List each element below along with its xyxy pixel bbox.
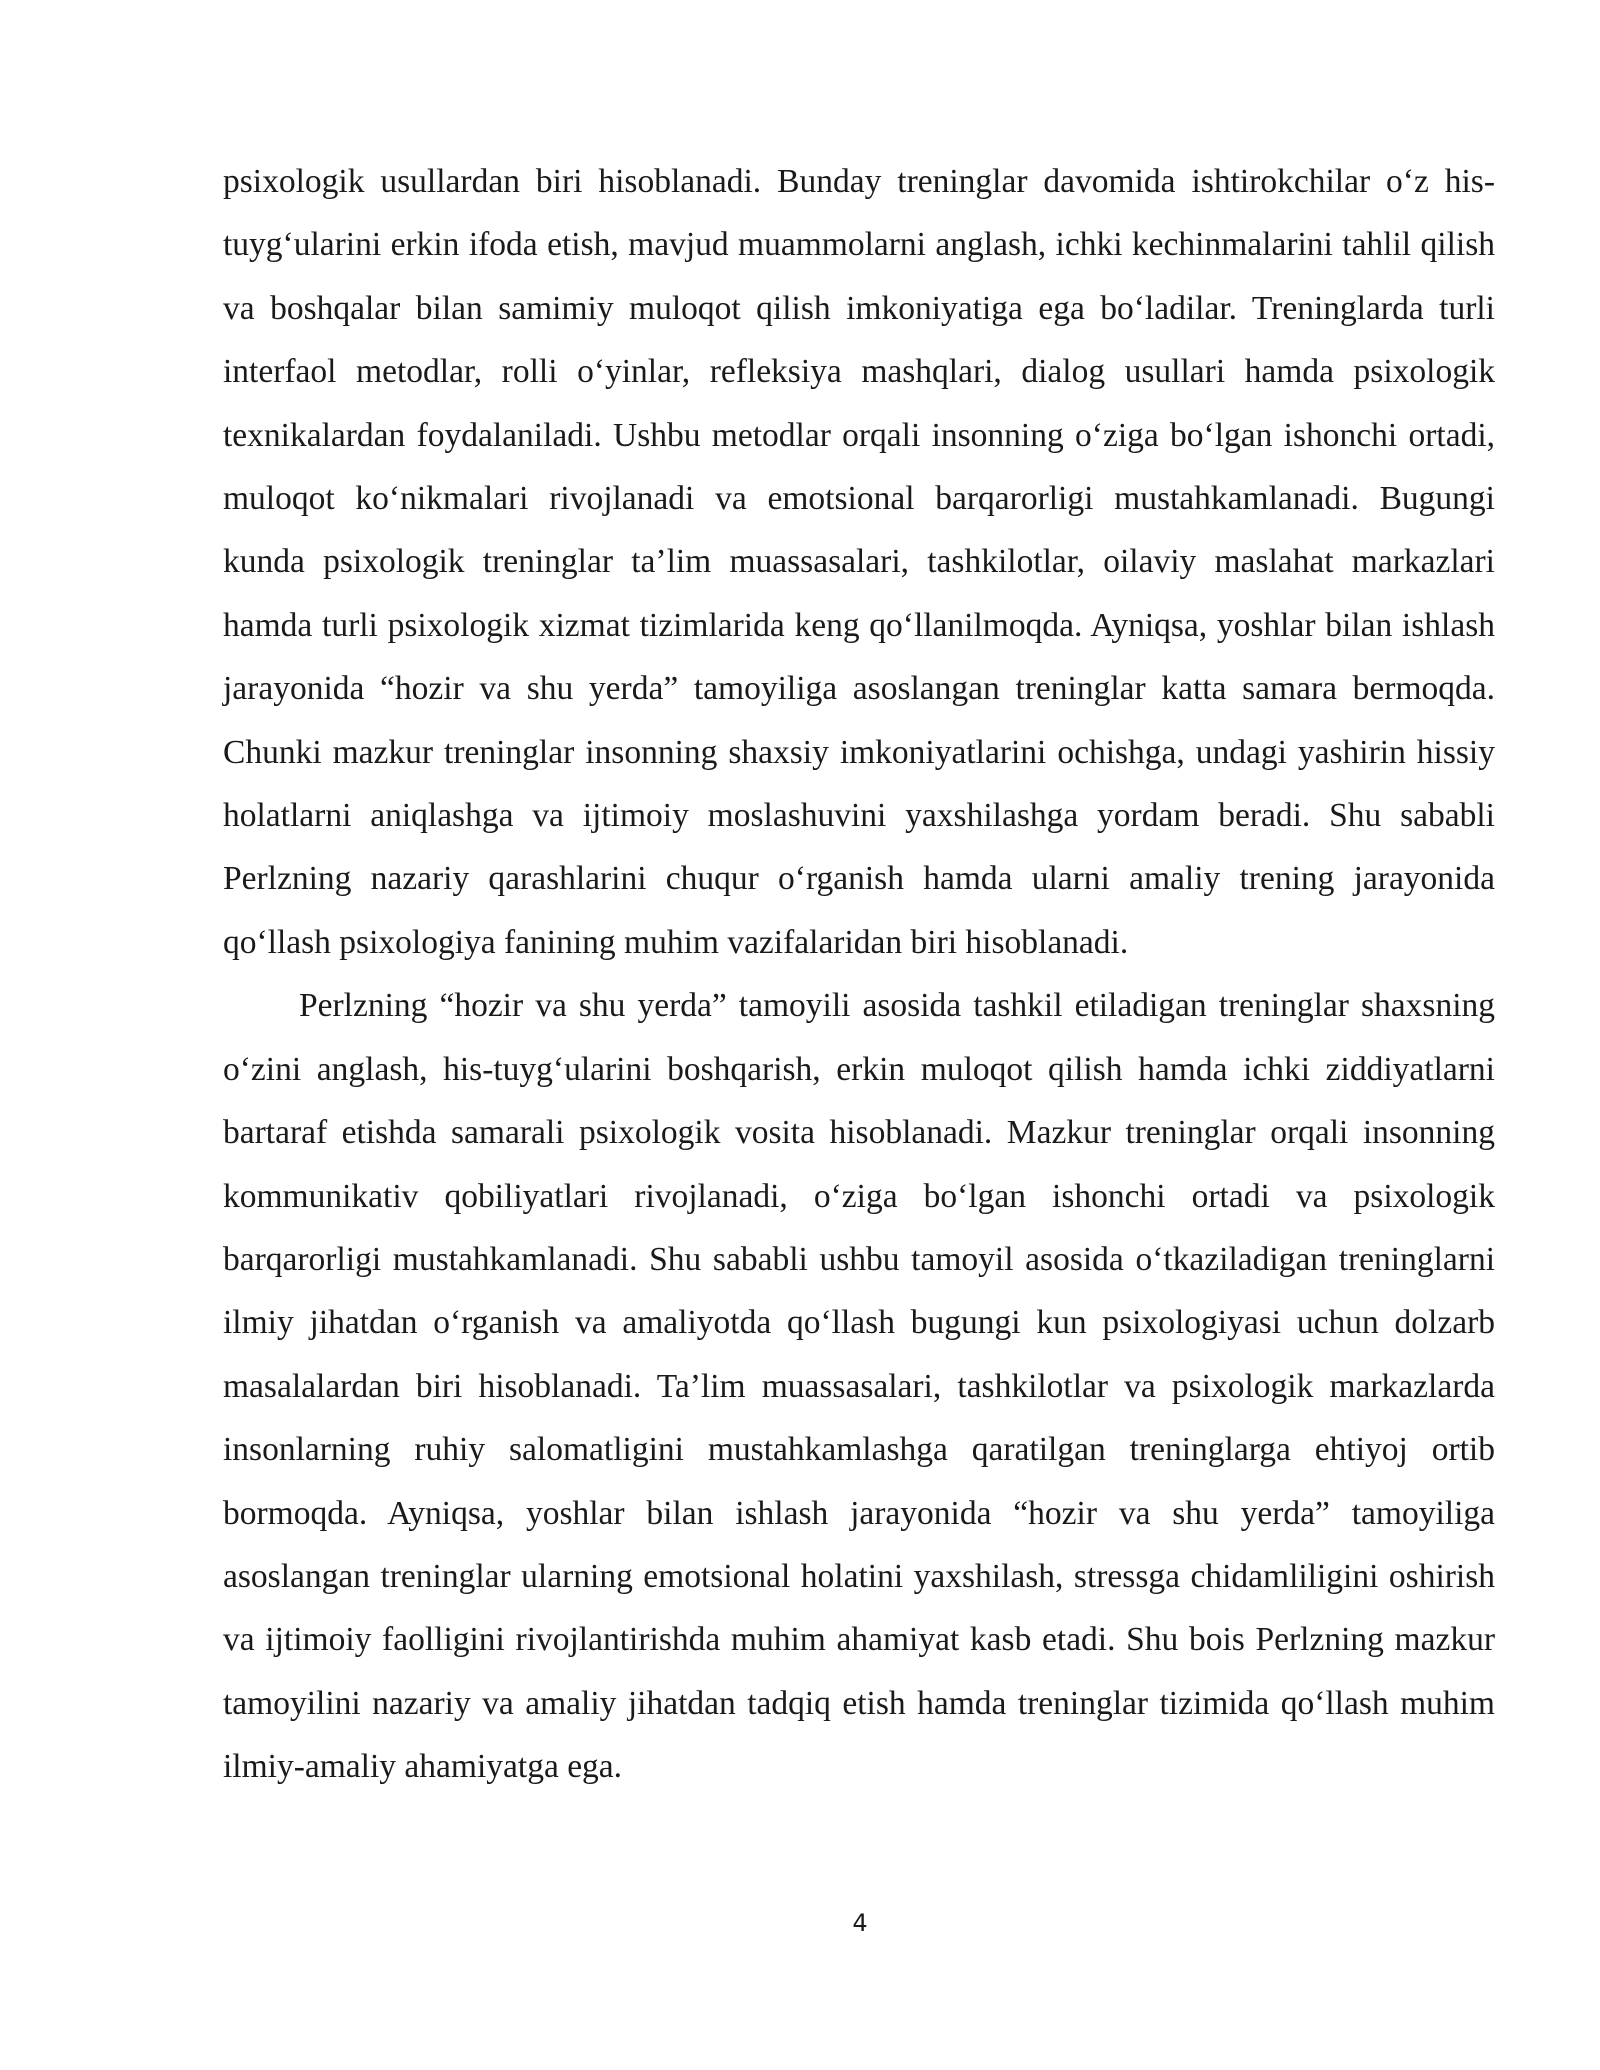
paragraph: Perlzning “hozir va shu yerda” tamoyili asosida tashkil etiladigan treninglar shaxsning o‘zini anglash, his-tuyg‘ularini boshqarish, erkin muloqot qilish hamda ichki ziddiyatlarni bartaraf etishda samarali psixologik vosita hisoblanadi. Mazkur treninglar orqali insonning kommunikativ qobiliyatlari rivojlanadi, o‘ziga bo‘lgan ishonchi ortadi va psixologik barqarorligi mustahkamlanadi. Shu sababli ushbu tamoyil asosida o‘tkaziladigan treninglarni ilmiy jihatdan o‘rganish va amaliyotda qo‘llash bugungi kun psixologiyasi uchun dolzarb masalalardan biri hisoblanadi. Ta’lim muassasalari, tashkilotlar va psixologik markazlarda insonlarning ruhiy salomatligini mustahkamlashga qaratilgan treninglarga ehtiyoj ortib bormoqda. Ayniqsa, yoshlar bilan ishlash jarayonida “hozir va shu yerda” tamoyiliga asoslangan treninglar ularning emotsional holatini yaxshilash, stressga chidamliligini oshirish va ijtimoiy faolligini rivojlantirishda muhim ahamiyat kasb etadi. Shu bois Perlzning mazkur tamoyilini nazariy va amaliy jihatdan tadqiq etish hamda treninglar tizimida qo‘llash muhim ilmiy-amaliy ahamiyatga ega. [223, 987, 1495, 1786]
page-number: 4 [852, 1909, 868, 1937]
paragraph-continued: psixologik usullardan biri hisoblanadi. Bunday treninglar davomida ishtirokchilar o‘z his-tuyg‘ularini erkin ifoda etish, mavjud muammolarni anglash, ichki kechinmalarini tahlil qilish va boshqalar bilan samimiy muloqot qilish imkoniyatiga ega bo‘ladilar. Treninglarda turli interfaol metodlar, rolli o‘yinlar, refleksiya mashqlari, dialog usullari hamda psixologik texnikalardan foydalaniladi. Ushbu metodlar orqali insonning o‘ziga bo‘lgan ishonchi ortadi, muloqot ko‘nikmalari rivojlanadi va emotsional barqarorligi mustahkamlanadi. Bugungi kunda psixologik treninglar ta’lim muassasalari, tashkilotlar, oilaviy maslahat markazlari hamda turli psixologik xizmat tizimlarida keng qo‘llanilmoqda. Ayniqsa, yoshlar bilan ishlash jarayonida “hozir va shu yerda” tamoyiliga asoslangan treninglar katta samara bermoqda. Chunki mazkur treninglar insonning shaxsiy imkoniyatlarini ochishga, undagi yashirin hissiy holatlarni aniqlashga va ijtimoiy moslashuvini yaxshilashga yordam beradi. Shu sababli Perlzning nazariy qarashlarini chuqur o‘rganish hamda ularni amaliy trening jarayonida qo‘llash psixologiya fanining muhim vazifalaridan biri hisoblanadi. [223, 163, 1495, 961]
body-text [223, 150, 1495, 1799]
